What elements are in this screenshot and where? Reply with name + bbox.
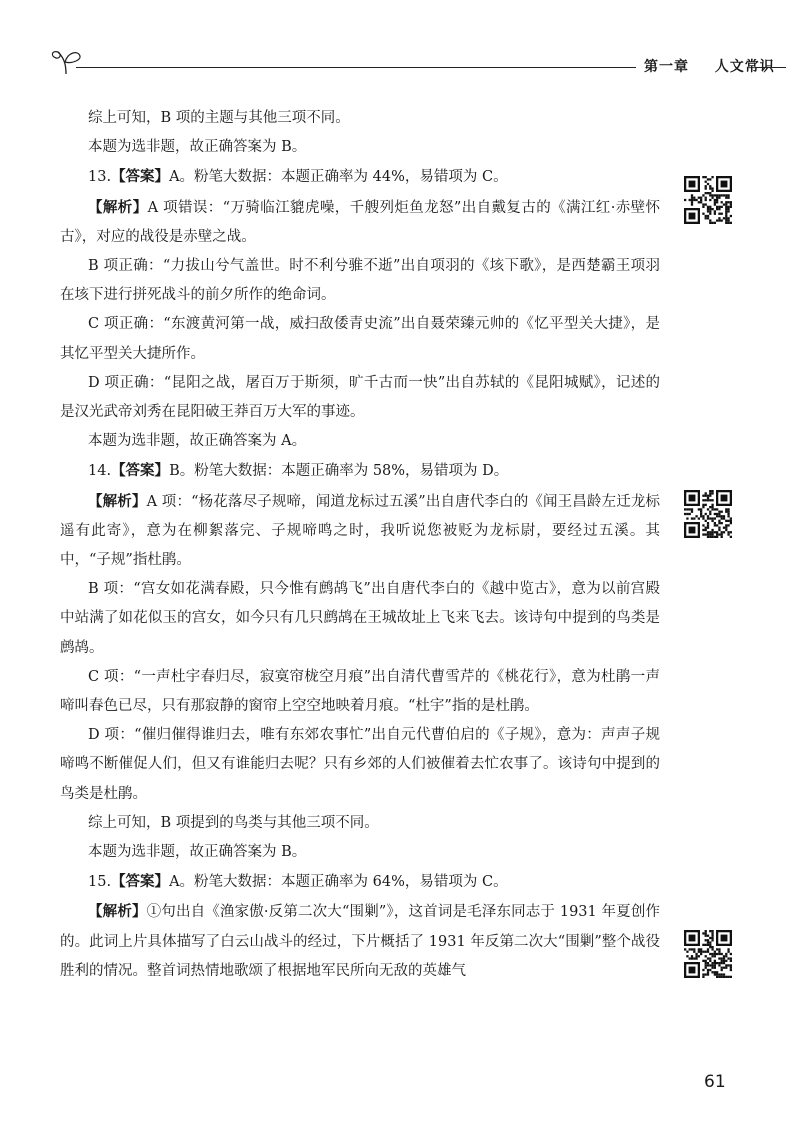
paragraph-text: 综上可知，B 项提到的鸟类与其他三项不同。 <box>88 814 379 831</box>
paragraph-text: B 项正确：“力拔山兮气盖世。时不利兮骓不逝”出自项羽的《垓下歌》，是西楚霸王项羽在垓下进行拼死战斗的前夕所作的绝命词。 <box>60 258 660 304</box>
paragraph <box>60 897 660 986</box>
chapter-title <box>644 56 775 76</box>
section-label: 【解析】 <box>88 492 147 510</box>
question-number: 13. <box>88 169 112 186</box>
paragraph-text: A。粉笔大数据：本题正确率为 64%，易错项为 C。 <box>169 874 508 891</box>
paragraph <box>60 427 660 456</box>
paragraph-text: 综上可知，B 项的主题与其他三项不同。 <box>88 110 350 126</box>
page-header <box>48 44 788 80</box>
question-number: 14. <box>88 463 112 480</box>
paragraph-text: B。粉笔大数据：本题正确率为 58%，易错项为 D。 <box>169 463 509 480</box>
paragraph <box>60 721 660 809</box>
section-label: 【答案】 <box>111 462 170 480</box>
qr-code-icon[interactable] <box>684 490 732 538</box>
paragraph-text: C 项正确：“东渡黄河第一战，威扫敌倭青史流”出自聂荣臻元帅的《忆平型关大捷》，是其忆平型关大捷所作。 <box>60 316 660 362</box>
paragraph-text: D 项正确：“昆阳之战，屠百万于斯须，旷千古而一快”出自苏轼的《昆阳城赋》，记述的是汉光武帝刘秀在昆阳破王莽百万大军的事迹。 <box>60 374 660 421</box>
leaf-sprout-icon <box>48 44 88 78</box>
paragraph <box>60 252 660 310</box>
paragraph <box>60 663 660 721</box>
paragraph <box>60 369 660 427</box>
paragraph <box>60 310 660 368</box>
header-rule-tail <box>756 67 786 68</box>
section-label: 【解析】 <box>88 198 148 216</box>
paragraph <box>60 487 660 576</box>
paragraph <box>60 838 660 867</box>
question-number: 15. <box>88 874 112 891</box>
paragraph-text: A。粉笔大数据：本题正确率为 44%，易错项为 C。 <box>169 169 508 186</box>
paragraph-text: 本题为选非题，故正确答案为 A。 <box>88 433 307 450</box>
page-body <box>60 104 660 986</box>
qr-code-icon[interactable] <box>684 176 732 224</box>
paragraph <box>60 456 660 486</box>
section-label: 【解析】 <box>88 903 147 921</box>
paragraph-text: B 项：“宫女如花满春殿，只今惟有鹧鸪飞”出自唐代李白的《越中览古》，意为以前宫殿中站满了如花似玉的宫女，如今只有几只鹧鸪在王城故址上飞来飞去。该诗句中提到的鸟类是鹧鸪。 <box>60 581 660 656</box>
page-number: 61 <box>704 1072 726 1092</box>
paragraph <box>60 575 660 663</box>
paragraph-text: 本题为选非题，故正确答案为 B。 <box>88 844 307 861</box>
paragraph <box>60 809 660 838</box>
chapter-number: 第一章 <box>644 59 689 75</box>
header-rule <box>76 67 636 68</box>
paragraph-text: 本题为选非题，故正确答案为 B。 <box>88 139 307 156</box>
paragraph-text: A 项错误：“万骑临江貔虎噪，千艘列炬鱼龙怒”出自戴复古的《满江红·赤壁怀古》，对应的战役是赤壁之战。 <box>60 199 661 245</box>
paragraph <box>60 867 660 897</box>
qr-code-icon[interactable] <box>684 930 732 978</box>
section-label: 【答案】 <box>111 873 170 891</box>
section-title: 人文常识 <box>714 59 775 75</box>
paragraph <box>60 104 660 133</box>
section-label: 【答案】 <box>111 168 170 186</box>
paragraph <box>60 133 660 162</box>
paragraph-text: A 项：“杨花落尽子规啼，闻道龙标过五溪”出自唐代李白的《闻王昌龄左迁龙标遥有此寄》，意为在柳絮落完、子规啼鸣之时，我听说您被贬为龙标尉，要经过五溪。其中，“子规”指杜鹃。 <box>60 493 661 569</box>
paragraph-text: D 项：“催归催得谁归去，唯有东郊农事忙”出自元代曹伯启的《子规》，意为：声声子规啼鸣不断催促人们，但又有谁能归去呢？只有乡郊的人们被催着去忙农事了。该诗句中提到的鸟类是杜鹃。 <box>60 727 660 802</box>
paragraph-text: C 项：“一声杜宇春归尽，寂寞帘栊空月痕”出自清代曹雪芹的《桃花行》，意为杜鹃一声啼叫春色已尽，只有那寂静的窗帘上空空地映着月痕。“杜宇”指的是杜鹃。 <box>60 668 660 715</box>
paragraph <box>60 162 660 192</box>
paragraph <box>60 193 660 252</box>
paragraph-text: ①句出自《渔家傲·反第二次大“围剿”》，这首词是毛泽东同志于 1931 年夏创作的。此词上片具体描写了白云山战斗的经过，下片概括了 1931 年反第二次大“围剿”整个战役胜利的情况。整首词热情地歌颂了根据地军民所向无敌的英雄气 <box>60 904 660 979</box>
